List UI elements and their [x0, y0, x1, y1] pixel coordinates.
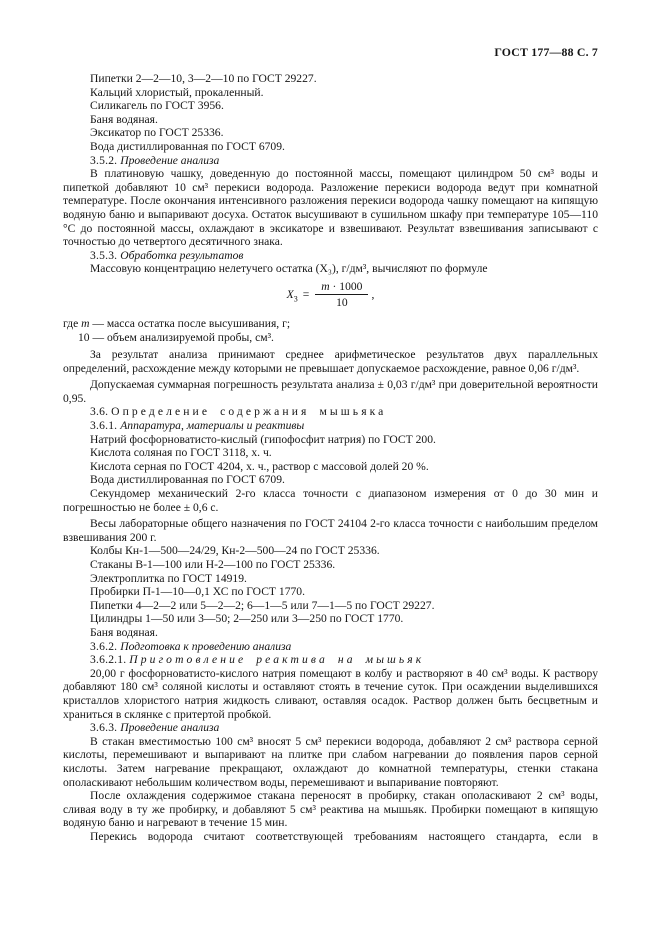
heading-title: Аппаратура, материалы и реактивы — [120, 419, 305, 433]
section-heading — [63, 405, 598, 419]
formula — [63, 281, 598, 310]
section-heading — [63, 419, 598, 433]
paragraph: Секундомер механический 2-го класса точности с диапазоном измерения от 0 до 30 мин и погрешностью не более ± 0,6 с. — [63, 487, 598, 514]
heading-title: Приготовление реактива на мышьяк — [129, 653, 425, 667]
paragraph: 20,00 г фосфорноватисто-кислого натрия помещают в колбу и растворяют в 40 см³ воды. К раствору добавляют 180 см³ соляной кислоты и оставляют стоять в течение суток. При осаждении выделившихся кристаллов хлористого натрия жидкость сливают, оставляя осадок. Раствор должен быть бесцветным и храниться в склянке с притертой пробкой. — [63, 666, 598, 721]
heading-number: 3.6.1. — [90, 419, 118, 433]
text-line: Электроплитка по ГОСТ 14919. — [90, 571, 247, 585]
fraction-denominator: 10 — [336, 295, 348, 309]
heading-number: 3.6.2.1. — [90, 653, 127, 667]
heading-number: 3.6.3. — [90, 721, 118, 735]
formula-variable: m — [321, 279, 330, 293]
document-content — [63, 72, 598, 843]
text-line: Натрий фосфорноватисто-кислый (гипофосфит натрия) по ГОСТ 200. — [90, 432, 436, 446]
where-description: — масса остатка после высушивания, г; — [89, 316, 291, 330]
text-line: Пробирки П-1—10—0,1 ХС по ГОСТ 1770. — [90, 585, 305, 599]
heading-number: 3.5.2. — [90, 153, 118, 167]
text-line: Колбы Кн-1—500—24/29, Кн-2—500—24 по ГОСТ 25336. — [90, 544, 380, 558]
text-line: Силикагель по ГОСТ 3956. — [90, 99, 224, 113]
formula-variable: X — [286, 288, 294, 302]
heading-title: Обработка результатов — [120, 248, 244, 262]
paragraph: В платиновую чашку, доведенную до постоянной массы, помещают цилиндром 50 см³ воды и пипеткой добавляют 10 см³ перекиси водорода. Разложение перекиси водорода ведут при комнатной температуре. После окончания интенсивного разложения перекиси водорода чашку помещают на кипящую водяную баню и выпаривают досуха. Остаток высушивают в сушильном шкафу при температуре 105—110 °С до постоянной массы, охлаждают в эксикаторе и взвешивают. Результат взвешивания записывают с точностью до четвертого десятичного знака. — [63, 167, 598, 249]
paragraph: В стакан вместимостью 100 см³ вносят 5 см³ перекиси водорода, добавляют 2 см³ раствора серной кислоты, перемешивают и выпаривают на плитке при слабом нагревании до появления паров серной кислоты. Затем нагревание прекращают, охлаждают до комнатной температуры, стенки стакана ополаскивают небольшим количеством воды, перемешивают и выпаривание повторяют. — [63, 734, 598, 789]
text-line: Кальций хлористый, прокаленный. — [90, 85, 264, 99]
paragraph: Весы лабораторные общего назначения по ГОСТ 24104 2-го класса точности с наибольшим пределом взвешивания 200 г. — [63, 517, 598, 544]
heading-title: Подготовка к проведению анализа — [120, 639, 292, 653]
section-heading — [63, 640, 598, 654]
section-heading — [63, 249, 598, 263]
formula-lhs — [286, 288, 298, 304]
fraction-numerator — [315, 280, 368, 295]
text-line: Стаканы В-1—100 или Н-2—100 по ГОСТ 25336. — [90, 558, 336, 571]
where-variable: m — [81, 316, 90, 330]
text-line: Вода дистиллированная по ГОСТ 6709. — [90, 139, 285, 153]
heading-number: 3.6. — [90, 405, 109, 419]
text-line: Вода дистиллированная по ГОСТ 6709. — [90, 473, 285, 487]
heading-title: Определение содержания мышьяка — [111, 405, 387, 419]
text-line: Цилиндры 1—50 или 3—50; 2—250 или 3—250 по ГОСТ 1770. — [90, 612, 404, 626]
paragraph: Массовую концентрацию нелетучего остатка (X₃), г/дм³, вычисляют по формуле — [90, 262, 488, 276]
paragraph: Перекись водорода считают соответствующей требованиям настоящего стандарта, если в — [90, 829, 598, 843]
where-line: 10 — объем анализируемой пробы, см³. — [78, 330, 274, 344]
heading-number: 3.6.2. — [90, 639, 118, 653]
text-line: Кислота соляная по ГОСТ 3118, х. ч. — [90, 446, 272, 460]
formula-comma: , — [371, 288, 375, 302]
where-intro: где — [63, 316, 82, 330]
formula-subscript: 3 — [293, 294, 298, 304]
text-line: Баня водяная. — [90, 625, 158, 639]
text-line: Кислота серная по ГОСТ 4204, х. ч., раствор с массовой долей 20 %. — [90, 459, 429, 473]
heading-title: Проведение анализа — [120, 721, 220, 735]
equals-sign: = — [302, 288, 310, 302]
section-heading — [63, 154, 598, 168]
section-heading — [63, 653, 598, 667]
text-line: Пипетки 2—2—10, 3—2—10 по ГОСТ 29227. — [90, 72, 317, 85]
heading-title: Проведение анализа — [120, 153, 220, 167]
where-line — [63, 317, 598, 331]
paragraph: После охлаждения содержимое стакана переносят в пробирку, стакан ополаскивают 2 см³ воды, сливая воду в ту же пробирку, и добавляют 5 см³ реактива на мышьяк. Пробирки помещают в кипящую водяную баню и нагревают в течение 15 мин. — [63, 789, 598, 830]
doc-number-page-label: ГОСТ 177—88 С. 7 — [494, 45, 598, 59]
heading-number: 3.5.3. — [90, 248, 118, 262]
paragraph: За результат анализа принимают среднее арифметическое результатов двух параллельных определений, расхождение между которыми не превышает допускаемое расхождение, равное 0,06 г/дм³. — [63, 348, 598, 375]
page-header — [63, 46, 598, 59]
text-line: Эксикатор по ГОСТ 25336. — [90, 126, 224, 140]
fraction-numerator-rest: · 1000 — [329, 279, 363, 293]
paragraph: Допускаемая суммарная погрешность результата анализа ± 0,03 г/дм³ при доверительной вероятности 0,95. — [63, 378, 598, 405]
fraction — [315, 280, 368, 309]
section-heading — [63, 721, 598, 735]
text-line: Баня водяная. — [90, 112, 158, 126]
text-line: Пипетки 4—2—2 или 5—2—2; 6—1—5 или 7—1—5 по ГОСТ 29227. — [90, 598, 435, 612]
